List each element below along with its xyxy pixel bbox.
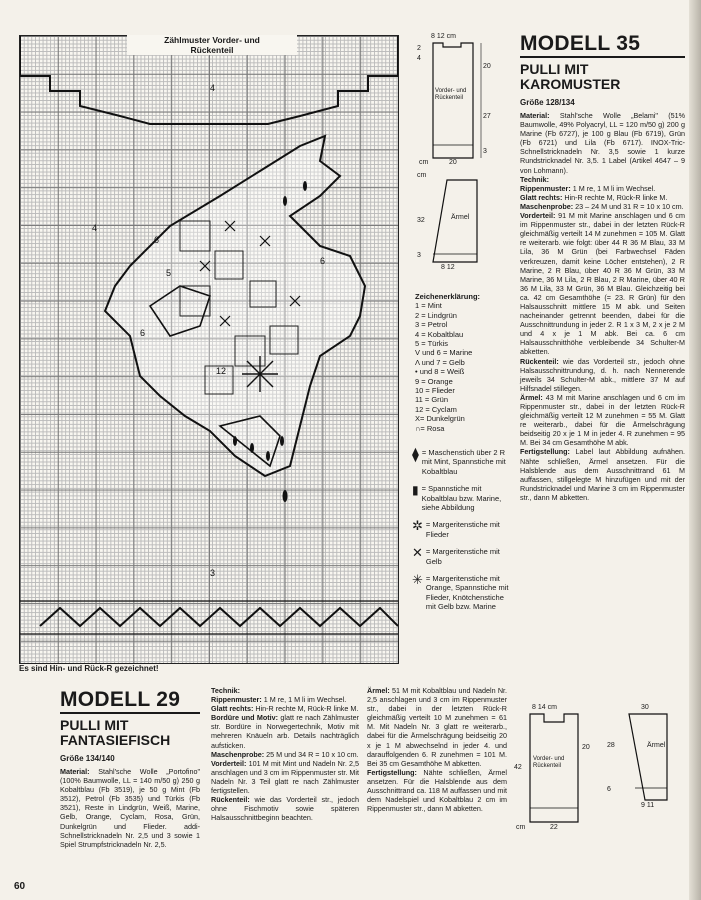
schematic-sleeve-drawing xyxy=(415,172,495,277)
sch-m35-label: Vorder- und Rückenteil xyxy=(533,756,565,769)
text-material: Stahl'sche Wolle „Portofino" (100% Baumwolle, LL = 140 m/50 g) 250 g Kobaltblau (Fb 3519), je 50 g Mint (Fb 3512), Petrol (Fb 3535) und Türkis (Fb 3521), Reste in Lindgrün, Weiß, Marine, Gelb, Orange, Cyclam, Rosa, Grün, Dunkelgrün und Flieder. addi-Schnellstricknadeln Nr. 2,5 und 3 sowie 1 Spiel Strumpfstricknadeln Nr. 2,5. xyxy=(60,767,200,849)
modell-35-body xyxy=(520,111,685,502)
schematic-m35-sleeve xyxy=(605,704,685,814)
text-probe: 25 M und 34 R = 10 x 10 cm. xyxy=(266,749,359,759)
legend-title: Zeichenerklärung: xyxy=(415,292,481,301)
legend-item: 10 = Flieder xyxy=(415,386,455,396)
text-glatt: Hin-R rechte M, Rück-R linke M. xyxy=(255,704,359,714)
modell-29-col3 xyxy=(367,686,507,813)
sch-m35-sleeve-top: 30 xyxy=(641,704,649,711)
text-rippen: 1 M re, 1 M li im Wechsel. xyxy=(572,183,656,193)
modell-29-title: MODELL 29 xyxy=(60,688,181,711)
sch-sleeve-cm: cm xyxy=(417,172,427,179)
stitch-desc-2: = Spannstiche mit Kobaltblau bzw. Marine, siehe Abbildung xyxy=(421,484,502,513)
schematic-sleeve xyxy=(415,172,495,277)
legend-item: 12 = Cyclam xyxy=(415,404,457,414)
label-material: Material: xyxy=(520,111,550,120)
chart-marker: 4 xyxy=(210,83,216,93)
legend-item: Λ und 7 = Gelb xyxy=(415,357,465,367)
chart-marker: 3 xyxy=(210,568,216,578)
modell-35-section xyxy=(520,32,685,502)
modell-29-col2 xyxy=(211,686,359,822)
chart-marker: 6 xyxy=(140,328,146,338)
sch-front-side-a: 2 xyxy=(417,45,421,52)
text-fertig: Label laut Abbildung aufnähen. Nähte schließen, Ärmel ansetzen. Für die Halsblende aus dem Ausschnittrand 61 M auffassen, stillgelegte M hinzufügen und mit der Rundstricknadel und Marine 3 cm im Rippenmuster str., dann M abketten. xyxy=(520,447,686,502)
schematic-m35-sleeve-drawing xyxy=(605,704,685,814)
chart-note: Es sind Hin- und Rück-R gezeichnet! xyxy=(19,664,159,673)
sch-m35-cm: cm xyxy=(516,824,526,831)
straight-stitch-icon: ▮ xyxy=(412,483,419,498)
label-vorder: Vorderteil: xyxy=(211,758,247,768)
title-rule xyxy=(60,712,200,714)
sch-m35-right: 20 xyxy=(582,744,590,751)
text-vorder: 101 M mit Mint und Nadeln Nr. 2,5 anschlagen und 3 cm im Rippenmuster str. Mit Nadeln Nr. 3 Teil glatt re nach Zählmuster fertigstellen. xyxy=(211,758,359,796)
label-rippen: Rippenmuster: xyxy=(211,695,262,705)
legend xyxy=(415,292,515,433)
sch-sleeve-left: 32 xyxy=(417,217,425,224)
label-fertig: Fertigstellung: xyxy=(367,767,417,777)
sch-m35-sleeve-left: 28 xyxy=(607,742,615,749)
text-rippen: 1 M re, 1 M li im Wechsel. xyxy=(263,695,347,705)
label-bord: Bordüre und Motiv: xyxy=(211,713,279,723)
legend-item: X= Dunkelgrün xyxy=(415,414,465,424)
text-probe: 23 – 24 M und 31 R = 10 x 10 cm. xyxy=(575,201,684,211)
text-ruecken: wie das Vorderteil str., jedoch ohne Fischmotiv sowie späteren Halsausschnittbeginn beachten. xyxy=(211,795,359,823)
chart-title-line2: Rückenteil xyxy=(190,45,234,55)
label-material: Material: xyxy=(60,767,90,776)
label-rippen: Rippenmuster: xyxy=(520,183,571,193)
modell-35-size: Größe 128/134 xyxy=(520,98,575,107)
modell-35-title: MODELL 35 xyxy=(520,32,641,55)
label-aermel: Ärmel: xyxy=(367,686,390,695)
sch-m35-left: 42 xyxy=(514,764,522,771)
legend-item: 1 = Mint xyxy=(415,301,442,311)
text-vorder: 91 M mit Marine anschlagen und 6 cm im Rippenmuster str., dabei in der letzten Rück-R gleichmäßig verteilt 14 M zunehmen = 105 M. Glatt re weiterarb. wie folgt: über 44 R 36 M Blau, 33 M Lila, 36 M Grün (bei Farbwechsel Fäden verkreuzen, damit keine Löcher entstehen), 2 R Marine, 2 R Blau, über 40 R 36 M Grün, 33 M Marine, 36 M Lila, 2 R Blau, 2 R Marine, über 40 R 36 M Lila, 33 M Grün, 36 M Blau. Gleichzeitig bei ca. 42 cm Gesamthöhe (= 23. R Grün) für den Halsausschnitt mittlere 15 M abk. und Seiten nacheinander getrennt beenden, dabei für die Ausschnittrundung in jeder 2. R 1 x 3 M, 2 x je 2 M und 4 x je 1 M abk. Bei ca. 6 cm Halsausschnitthöhe verbleibende 34 Schulter-M abketten. xyxy=(520,211,685,357)
chart-marker: 4 xyxy=(92,223,98,233)
legend-item: 4 = Kobaltblau xyxy=(415,329,464,339)
label-ruecken: Rückenteil: xyxy=(520,356,559,366)
stitch-legend xyxy=(412,448,512,612)
knitting-chart-grid xyxy=(19,35,399,664)
sch-sleeve-bottom: 8 12 xyxy=(441,264,455,271)
sch-front-label: Vorder- und Rückenteil xyxy=(435,88,467,101)
text-aermel: 51 M mit Kobaltblau und Nadeln Nr. 2,5 anschlagen und 3 cm im Rippenmuster str., dabei in der letzten Rück-R gleichmäßig verteilt 10 M zunehmen = 61 M. Mit Nadeln Nr. 3 glatt re weiterarb., dabei für die Ärmelschrägung beidseitig 20 x je 1 M abwechselnd in jeder 4. und darauffolgenden 6. R zunehmen = 101 M. Bei 35 cm Gesamthöhe M abketten. xyxy=(367,686,507,768)
chart-title-line1: Zählmuster Vorder- und xyxy=(164,35,260,45)
text-bord: glatt re nach Zählmuster str. Bordüre in Norwegertechnik, Motiv mit mehreren Knäueln arb. Details nachträglich aufsticken. xyxy=(211,713,359,750)
legend-item: • und 8 = Weiß xyxy=(415,367,465,377)
page-fold-shadow xyxy=(689,0,701,900)
stitch-desc-1: = Maschenstich über 2 R mit Mint, Spannstiche mit Kobaltblau xyxy=(421,448,506,476)
sch-sleeve-label: Ärmel xyxy=(451,214,470,221)
schematic-front-back xyxy=(415,33,495,168)
legend-item: 5 = Türkis xyxy=(415,339,448,349)
chart-marker: 12 xyxy=(216,366,227,376)
sch-front-right-b: 27 xyxy=(483,113,491,120)
schematic-m35-body xyxy=(512,704,602,834)
legend-item: 9 = Orange xyxy=(415,376,453,386)
text-fertig: Nähte schließen, Ärmel ansetzen. Für die Halsblende aus dem Ausschnittrand ca. 118 M auffassen und mit dem Nadelspiel und Kobaltblau 2 cm im Rippenmuster str., dann M abketten. xyxy=(367,767,508,814)
label-aermel: Ärmel: xyxy=(520,392,543,402)
daisy-stitch-yellow-icon: ✕ xyxy=(412,545,423,561)
title-rule xyxy=(520,56,685,58)
stitch-desc-4: = Margeritenstiche mit Gelb xyxy=(425,547,500,566)
stitch-desc-3: = Margeritenstiche mit Flieder xyxy=(425,520,500,539)
modell-29-size: Größe 134/140 xyxy=(60,754,115,763)
chart-marker: 6 xyxy=(154,235,160,245)
modell-35-subtitle-1: PULLI MIT xyxy=(520,61,589,77)
modell-29-material xyxy=(60,767,200,849)
modell-29-subtitle-2: FANTASIEFISCH xyxy=(60,732,171,748)
label-glatt: Glatt rechts: xyxy=(211,704,254,714)
fish-motif-outline xyxy=(20,36,398,663)
sch-m35-sleeve-label: Ärmel xyxy=(647,742,666,749)
legend-item: V und 6 = Marine xyxy=(415,348,473,358)
label-probe: Maschenprobe: xyxy=(520,201,574,211)
daisy-stitch-lilac-icon: ✲ xyxy=(412,518,423,534)
label-glatt: Glatt rechts: xyxy=(520,192,563,202)
text-aermel: 43 M mit Marine anschlagen und 6 cm im Rippenmuster str., dabei in der letzten Rück-R gleichmäßig verteilt 12 M zunehmen = 55 M. Glatt re weiterarb., dabei für die Ärmelschrägung beidseitig 20 x je 1 M in jeder 4. R zunehmen = 95 M. Bei 34 cm Gesamthöhe M abk. xyxy=(520,392,685,448)
modell-29-section xyxy=(60,688,200,849)
chart-marker: 5 xyxy=(166,268,172,278)
label-technik: Technik: xyxy=(211,686,241,695)
chart-marker: 6 xyxy=(320,256,326,266)
legend-item: 11 = Grün xyxy=(415,395,449,405)
text-material: Stahl'sche Wolle „Belami" (51% Baumwolle, 49% Polyacryl, LL = 120 m/50 g) 200 g Marine (Fb 6727), je 100 g Blau (Fb 6719), Grün (Fb 6721) und Lila (Fb 6717). INOX-Tric-Schnellstricknadeln Nr. 3,5 sowie 1 kurze Rundstricknadel Nr. 3,5. 1 Label (Artikel 4647 – 9 von Lohmann). xyxy=(520,111,686,175)
label-technik: Technik: xyxy=(520,174,550,184)
chart-title xyxy=(127,35,297,55)
sch-sleeve-left-b: 3 xyxy=(417,252,421,259)
label-fertig: Fertigstellung: xyxy=(520,447,570,457)
modell-29-subtitle-1: PULLI MIT xyxy=(60,717,129,733)
text-glatt: Hin-R rechte M, Rück-R linke M. xyxy=(564,192,668,202)
satin-stitch-icon: ⧫ xyxy=(412,446,419,462)
sch-m35-sleeve-bottom: 9 11 xyxy=(641,802,655,809)
label-probe: Maschenprobe: xyxy=(211,749,265,759)
modell-35-subtitle-2: KAROMUSTER xyxy=(520,76,621,92)
stitch-desc-5: = Margeritenstiche mit Orange, Spannstiche mit Flieder, Knötchenstiche mit Gelb bzw. Marine xyxy=(425,574,509,612)
sch-m35-top: 8 14 cm xyxy=(532,704,557,711)
sch-front-right-a: 20 xyxy=(483,63,491,70)
sch-front-top: 8 12 cm xyxy=(431,33,456,40)
sch-front-bottom: 20 xyxy=(449,159,457,166)
page-number: 60 xyxy=(14,881,26,892)
sch-front-right-c: 3 xyxy=(483,148,487,155)
label-ruecken: Rückenteil: xyxy=(211,795,250,805)
label-vorder: Vorderteil: xyxy=(520,211,556,221)
legend-item: ∩= Rosa xyxy=(415,423,445,433)
daisy-stitch-orange-icon: ✳ xyxy=(412,572,423,588)
text-ruecken: wie das Vorderteil str., jedoch ohne Halsausschnittrundung, d. h. nach Nennerende jeweils 34 Schulter-M abk., mittlere 37 M auf Hilfsnadel stillegen. xyxy=(520,356,685,393)
sch-front-side-b: 4 xyxy=(417,55,421,62)
sch-m35-bottom: 22 xyxy=(550,824,558,831)
legend-item: 3 = Petrol xyxy=(415,320,448,330)
sch-front-cm: cm xyxy=(419,159,429,166)
sch-m35-sleeve-left-b: 6 xyxy=(607,786,611,793)
legend-item: 2 = Lindgrün xyxy=(415,310,457,320)
